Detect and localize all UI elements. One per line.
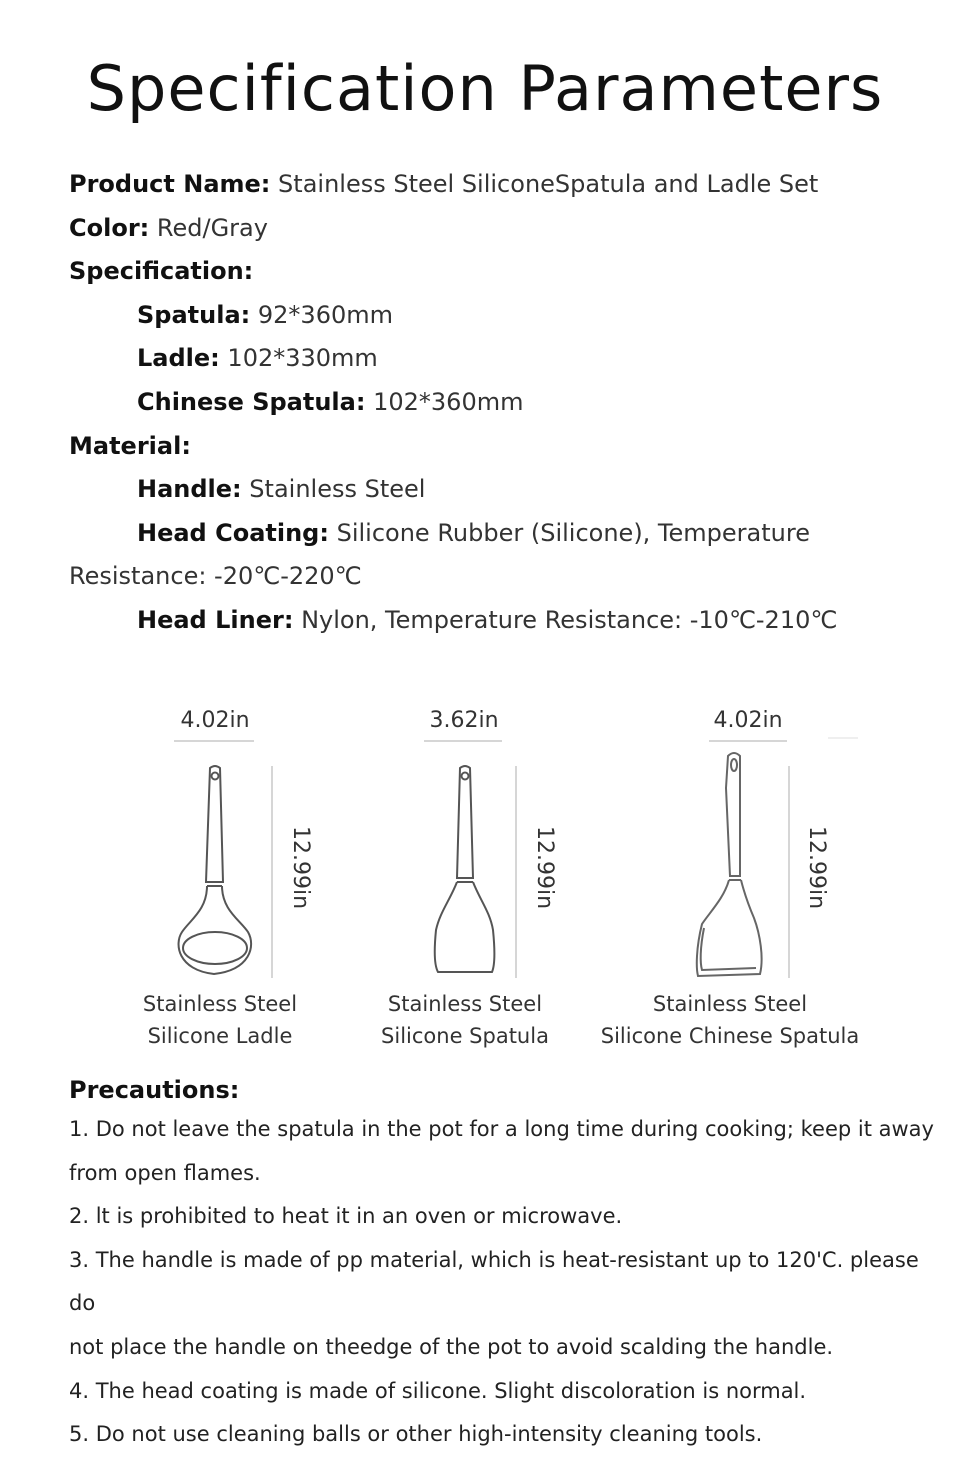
precaution-item: 4. The head coating is made of silicone. Slight discoloration is normal. [69,1378,807,1403]
ladle-label: Ladle: [137,344,220,373]
head-coating-value-cont: Resistance: -20℃-220℃ [69,562,362,591]
precaution-item: 2. lt is prohibited to heat it in an oven or microwave. [69,1204,623,1229]
precaution-item: from open flames. [69,1160,261,1185]
specification-section [69,163,949,643]
ladle-height-line [271,766,273,978]
chinese-spatula-icon [690,748,780,984]
chinese-spatula-width-label: 4.02in [713,708,783,733]
head-coating-row [69,512,949,556]
chinese-spatula-row [69,381,949,425]
spatula-value: 92*360mm [257,300,393,329]
spatula-width-underline [424,740,502,742]
handle-label: Handle: [137,475,242,504]
chinese-spatula-caption [596,988,864,1052]
head-liner-value: Nylon, Temperature Resistance: -10℃-210℃ [301,605,838,634]
spatula-width-label: 3.62in [429,708,499,733]
color-label: Color: [69,213,150,242]
ladle-icon [170,760,260,982]
precaution-item: 1. Do not leave the spatula in the pot for a long time during cooking; keep it away [69,1117,934,1141]
ladle-caption [130,988,310,1052]
ladle-value: 102*330mm [227,344,378,373]
decorative-divider [828,737,858,739]
precautions-title: Precautions: [69,1076,240,1104]
color-row [69,207,949,251]
ladle-width-underline [174,740,254,742]
color-value: Red/Gray [156,213,268,242]
spatula-height-label: 12.99in [532,826,557,910]
chinese-spatula-label: Chinese Spatula: [137,387,366,416]
spatula-height-line [515,766,517,978]
precaution-item: 5. Do not use cleaning balls or other high-intensity cleaning tools. [69,1422,763,1447]
chinese-spatula-height-line [788,766,790,978]
head-coating-label: Head Coating: [137,518,329,547]
head-liner-row [69,599,949,643]
handle-row [69,468,949,512]
product-name-row [69,163,949,207]
ladle-height-label: 12.99in [288,826,313,910]
head-liner-label: Head Liner: [137,605,294,634]
spatula-row [69,294,949,338]
chinese-spatula-value: 102*360mm [373,387,524,416]
material-row [69,425,949,469]
spatula-caption [370,988,560,1052]
chinese-spatula-caption-line2: Silicone Chinese Spatula [600,1024,860,1048]
precaution-item: 3. The handle is made of pp material, which is heat-resistant up to 120'C. please do [69,1247,919,1316]
product-name-value: Stainless Steel SiliconeSpatula and Ladle Set [278,170,819,198]
chinese-spatula-width-underline [709,740,787,742]
material-label: Material: [69,431,191,460]
handle-value: Stainless Steel [249,475,426,504]
page-title: Specification Parameters [86,52,884,125]
specification-label: Specification: [69,257,254,286]
precautions-section [69,1072,949,1457]
chinese-spatula-height-label: 12.99in [804,826,829,910]
spatula-icon [420,760,510,982]
ladle-width-label: 4.02in [180,708,250,733]
head-coating-value: Silicone Rubber (Silicone), Temperature [336,518,810,547]
precaution-item: not place the handle on theedge of the pot to avoid scalding the handle. [69,1334,834,1359]
chinese-spatula-caption-line1: Stainless Steel [652,992,808,1016]
specification-row [69,250,949,294]
spatula-label: Spatula: [137,300,251,329]
spatula-caption-line2: Silicone Spatula [381,1024,549,1048]
spatula-caption-line1: Stainless Steel [387,992,543,1016]
ladle-caption-line2: Silicone Ladle [147,1024,293,1048]
ladle-row [69,337,949,381]
head-coating-continuation [69,555,949,599]
ladle-caption-line1: Stainless Steel [142,992,298,1016]
product-name-label: Product Name: [69,170,271,198]
